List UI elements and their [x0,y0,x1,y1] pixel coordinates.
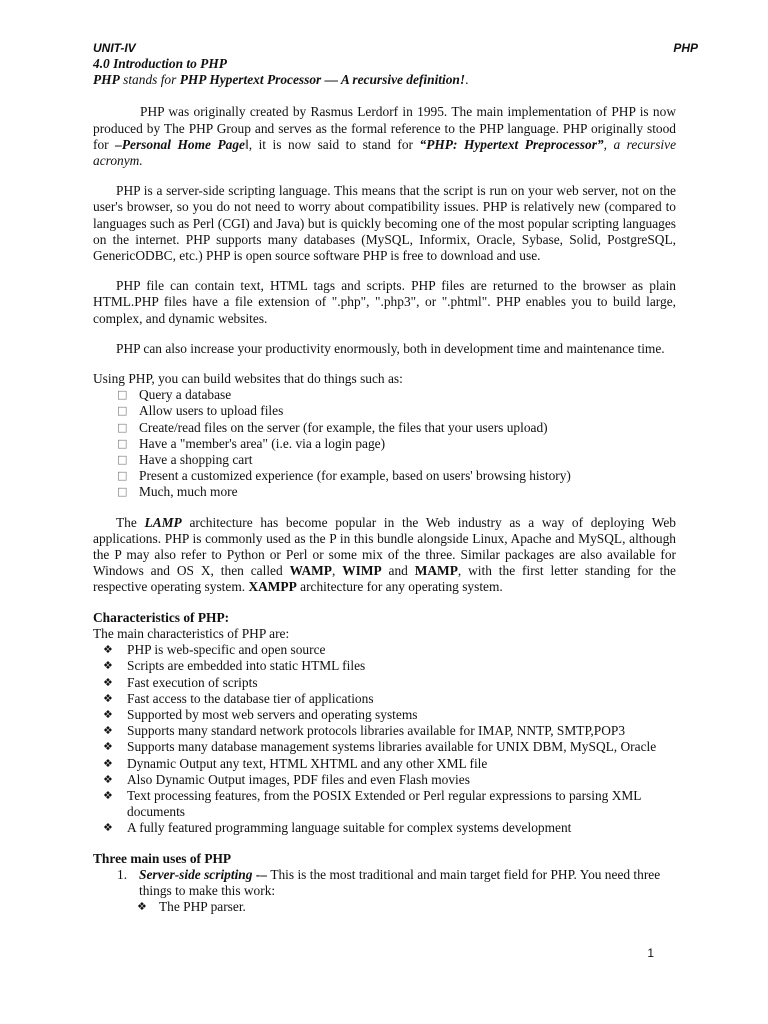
uses-intro: Using PHP, you can build websites that do things such as: [93,371,403,387]
list-item: ❖ Fast execution of scripts [103,674,258,690]
list-item: □ Have a shopping cart [117,452,253,468]
paragraph-lamp: The LAMP architecture has become popular in the Web industry as a way of deploying Web applications. PHP is commonly used as the P in this bundle alongside Linux, Apache and MySQL, although the P may also refer to Python or Perl or some mix of the three. Similar packages are also available for Windows and OS X, then called WAMP, WIMP and MAMP, with the first letter standing for the respective operating system. XAMPP architecture for any operating system. [93,514,677,595]
diamond-bullet-icon: ❖ [137,900,147,914]
list-item: □ Have a "member's area" (i.e. via a login page) [117,435,386,451]
list-item: □ Much, much more [117,484,238,500]
list-item: ❖ Supports many standard network protocols libraries available for IMAP, NNTP, SMTP,POP3 [103,723,626,739]
characteristics-list [93,642,676,836]
paragraph-server-side: PHP is a server-side scripting language. This means that the script is run on your web server, not on the user's browser, so you do not need to worry about compatibility issues. PHP is relatively new (compared to languages such as Perl (CGI) and Java) but is quickly becoming one of the most popular scripting languages on the internet. PHP supports many databases (MySQL, Informix, Oracle, Sybase, Solid, PostgreSQL, GenericODBC, etc.) PHP is open source software PHP is free to download and use. [93,183,676,264]
list-item: ❖ Scripts are embedded into static HTML files [103,658,366,674]
diamond-bullet-icon: ❖ [103,756,113,770]
list-item: ❖ The PHP parser. [137,899,246,915]
diamond-bullet-icon: ❖ [103,707,113,721]
header-subject: PHP [673,41,698,55]
characteristics-intro: The main characteristics of PHP are: [93,625,290,641]
header-unit: UNIT-IV [93,41,136,55]
running-header [93,40,698,56]
box-bullet-icon: □ [117,469,128,483]
list-item: ❖ Text processing features, from the POSIX Extended or Perl regular expressions to parsing XML documents [103,787,641,820]
box-bullet-icon: □ [117,485,128,499]
box-bullet-icon: □ [117,420,128,434]
list-item: □ Present a customized experience (for example, based on users' browsing history) [117,468,571,484]
diamond-bullet-icon: ❖ [103,772,113,786]
diamond-bullet-icon: ❖ [103,659,113,673]
tagline: PHP stands for PHP Hypertext Processor — A recursive definition!. [93,72,469,88]
paragraph-origin: PHP was originally created by Rasmus Lerdorf in 1995. The main implementation of PHP is now produced by The PHP Group and serves as the formal reference to the PHP language. PHP originally stood for –Personal Home Page‖, it is now said to stand for “PHP: Hypertext Preprocessor”, a recursive acronym. [93,104,677,169]
list-item: ❖ A fully featured programming language suitable for complex systems development [103,820,572,836]
diamond-bullet-icon: ❖ [103,821,113,835]
box-bullet-icon: □ [117,436,128,450]
paragraph-productivity: PHP can also increase your productivity enormously, both in development time and maintenance time. [116,340,665,356]
diamond-bullet-icon: ❖ [103,691,113,705]
box-bullet-icon: □ [117,388,128,402]
list-item: ❖ Also Dynamic Output images, PDF files and even Flash movies [103,771,470,787]
characteristics-heading: Characteristics of PHP: [93,609,230,625]
diamond-bullet-icon: ❖ [103,675,113,689]
box-bullet-icon: □ [117,404,128,418]
uses-list [93,387,676,500]
diamond-bullet-icon: ❖ [103,724,113,738]
list-item: ❖ Dynamic Output any text, HTML XHTML and any other XML file [103,755,488,771]
list-item: 1. Server-side scripting -– This is the most traditional and main target field for PHP. You need three things to make this work: [117,866,661,898]
diamond-bullet-icon: ❖ [103,740,113,754]
list-item: ❖ Supports many database management systems libraries available for UNIX DBM, MySQL, Oracle [103,739,657,755]
list-item: □ Allow users to upload files [117,403,284,419]
list-item: ❖ PHP is web-specific and open source [103,642,326,658]
list-item: ❖ Fast access to the database tier of applications [103,690,374,706]
three-uses-heading: Three main uses of PHP [93,850,232,866]
three-uses-list [93,867,676,899]
diamond-bullet-icon: ❖ [103,788,113,802]
document-page [93,40,698,915]
box-bullet-icon: □ [117,453,128,467]
list-item: □ Query a database [117,387,232,403]
list-item: □ Create/read files on the server (for example, the files that your users upload) [117,419,548,435]
page-number: 1 [647,946,654,960]
diamond-bullet-icon: ❖ [103,643,113,657]
list-item: ❖ Supported by most web servers and operating systems [103,706,418,722]
section-heading: 4.0 Introduction to PHP [93,56,227,71]
paragraph-php-files: PHP file can contain text, HTML tags and scripts. PHP files are returned to the browser as plain HTML.PHP files have a file extension of ".php", ".php3", or ".phtml". PHP enables you to build large, complex, and dynamic websites. [93,278,676,326]
